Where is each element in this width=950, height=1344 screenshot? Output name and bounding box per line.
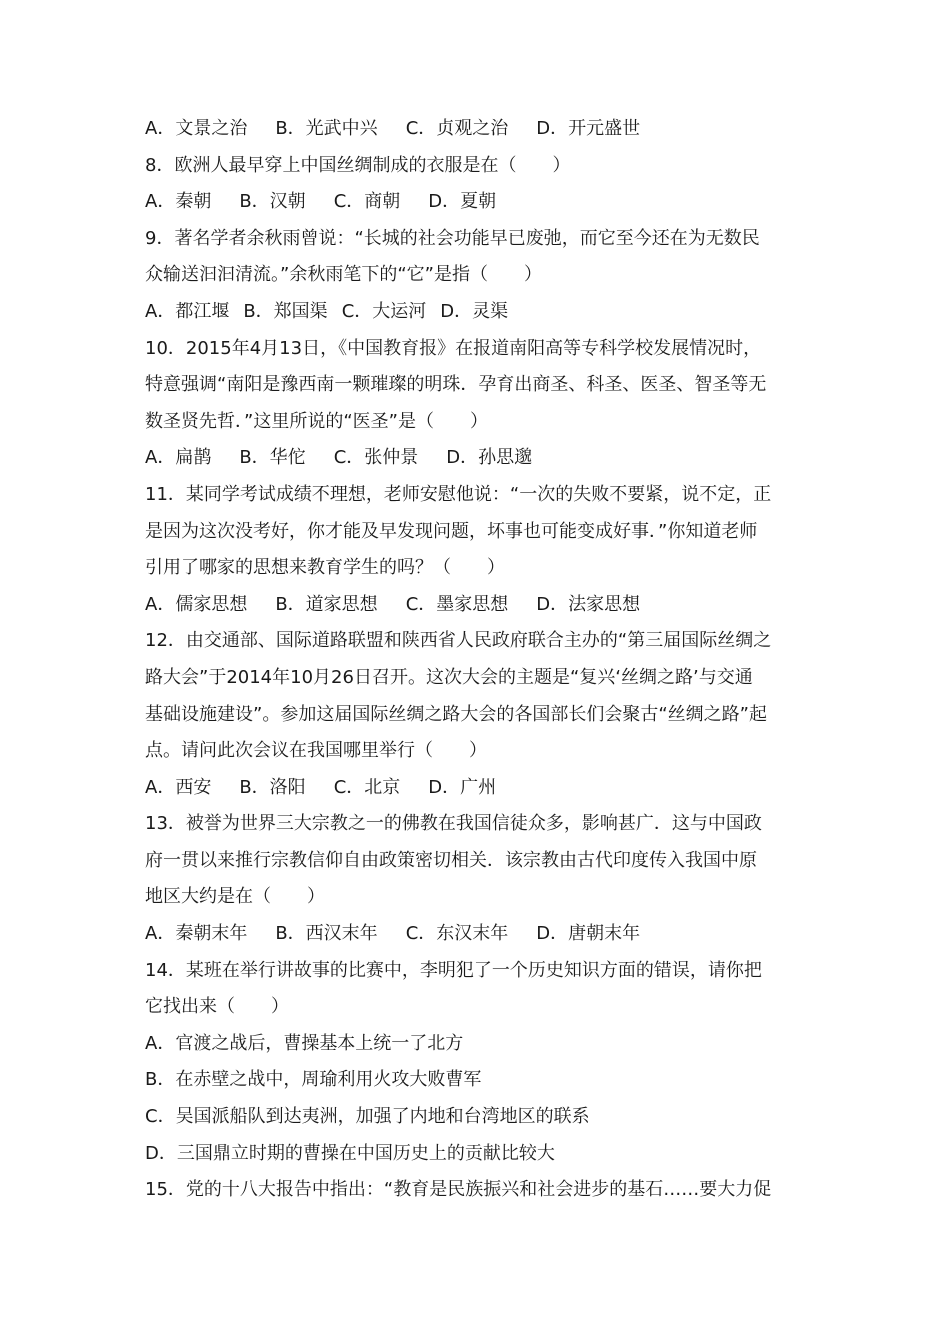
text-line: 13．被誉为世界三大宗教之一的佛教在我国信徒众多，影响甚广．这与中国政 [145, 813, 762, 835]
text-line: 引用了哪家的思想来教育学生的吗？（ ） [145, 557, 505, 579]
text-line: 11．某同学考试成绩不理想，老师安慰他说：“一次的失败不要紧，说不定，正 [145, 483, 772, 505]
answer-option: C．贞观之治 [405, 118, 509, 139]
answer-options-row [145, 294, 815, 331]
text-line: 众输送汩汩清流。”余秋雨笔下的“它”是指（ ） [145, 264, 542, 286]
exam-content [145, 111, 815, 1209]
answer-options-row [145, 916, 815, 953]
answer-option: D．法家思想 [536, 593, 641, 615]
answer-option: B．华佗 [239, 447, 306, 469]
text-line: 基础设施建设”。参加这届国际丝绸之路大会的各国部长们会聚古“丝绸之路”起 [145, 703, 767, 725]
text-line: 15．党的十八大报告中指出：“教育是民族振兴和社会进步的基石……要大力促 [145, 1179, 772, 1201]
text-line: 12．由交通部、国际道路联盟和陕西省人民政府联合主办的“第三届国际丝绸之 [145, 630, 772, 652]
answer-option: C．张仲景 [333, 447, 419, 469]
answer-option: B．汉朝 [239, 191, 306, 213]
answer-option: D．夏朝 [428, 191, 497, 213]
text-line: 路大会”于2014年10月26日召开。这次大会的主题是“复兴‘丝绸之路’与交通 [145, 666, 753, 688]
answer-option: C．东汉末年 [405, 923, 509, 945]
text-line: 10．2015年4月13日，《中国教育报》在报道南阳高等专科学校发展情况时， [145, 337, 762, 359]
answer-option: D．广州 [428, 776, 497, 798]
answer-option: B．道家思想 [275, 593, 378, 615]
answer-options-row [145, 770, 815, 807]
text-line: C．吴国派船队到达夷洲，加强了内地和台湾地区的联系 [145, 1106, 590, 1128]
answer-option: B．洛阳 [239, 776, 306, 798]
answer-options-row [145, 111, 815, 148]
text-line: B．在赤壁之战中，周瑜利用火攻大败曹军 [145, 1069, 482, 1091]
text-line: 它找出来（ ） [145, 996, 289, 1018]
answer-option: D．唐朝末年 [536, 923, 641, 945]
answer-option: B．光武中兴 [275, 118, 378, 139]
text-line: 数圣贤先哲．”这里所说的“医圣”是（ ） [145, 410, 488, 432]
text-line: D．三国鼎立时期的曹操在中国历史上的贡献比较大 [145, 1142, 555, 1164]
answer-option: C．大运河 [341, 300, 427, 322]
answer-option: D．孙思邈 [446, 447, 533, 469]
answer-option: A．秦朝末年 [145, 923, 248, 945]
answer-option: D．开元盛世 [536, 118, 641, 139]
text-line: 8．欧洲人最早穿上中国丝绸制成的衣服是在（ ） [145, 154, 571, 176]
text-line: 地区大约是在（ ） [145, 886, 325, 908]
answer-option: B．西汉末年 [275, 923, 378, 945]
text-line: 特意强调“南阳是豫西南一颗璀璨的明珠．孕育出商圣、科圣、医圣、智圣等无 [145, 374, 767, 396]
text-line: 是因为这次没考好，你才能及早发现问题，坏事也可能变成好事．”你知道老师 [145, 520, 758, 542]
text-line: A．官渡之战后，曹操基本上统一了北方 [145, 1032, 464, 1054]
text-line: 9．著名学者余秋雨曾说：“长城的社会功能早已废弛，而它至今还在为无数民 [145, 227, 760, 249]
answer-option: C．商朝 [333, 191, 401, 213]
answer-option: A．秦朝 [145, 191, 212, 213]
answer-options-row [145, 440, 815, 477]
answer-option: C．墨家思想 [405, 593, 509, 615]
answer-option: D．灵渠 [440, 300, 509, 322]
text-line: 14．某班在举行讲故事的比赛中，李明犯了一个历史知识方面的错误，请你把 [145, 959, 762, 981]
answer-option: A．文景之治 [145, 118, 248, 139]
answer-option: C．北京 [333, 776, 401, 798]
answer-option: A．扁鹊 [145, 447, 212, 469]
answer-options-row [145, 587, 815, 624]
answer-option: A．都江堰 [145, 300, 230, 322]
answer-option: A．西安 [145, 776, 212, 798]
answer-option: B．郑国渠 [243, 300, 328, 322]
text-line: 府一贯以来推行宗教信仰自由政策密切相关．该宗教由古代印度传入我国中原 [145, 849, 757, 871]
text-line: 点。请问此次会议在我国哪里举行（ ） [145, 740, 487, 762]
answer-options-row [145, 184, 815, 221]
answer-option: A．儒家思想 [145, 593, 248, 615]
